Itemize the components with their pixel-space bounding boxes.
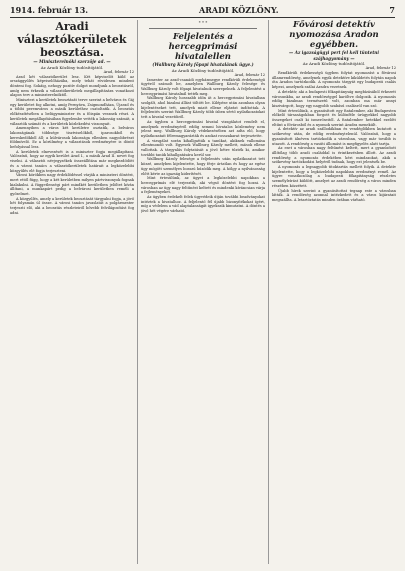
article-body — [10, 75, 134, 216]
dateline: Arad, február 12 — [365, 66, 396, 70]
masthead-rule — [10, 17, 395, 18]
paragraph: Izmester az arad-csanádi egyházmegye rendkívüli érdekességű ügyéről számolt be, amelyben Wallburg Károly felesége és Wallburg Károly volt főpapi hivatalnok szerepelnek. A feljelentést a hercegprimási hivatalnál tették meg. — [141, 77, 265, 96]
article-source: Az Aradi Közlöny tudósítójától. — [40, 64, 104, 70]
article-title: Fővárosi detektív nyomozása Aradon egyébben. — [289, 20, 379, 50]
newspaper-name: ARADI KÖZLÖNY. — [199, 5, 279, 15]
page-number: 7 — [389, 5, 395, 15]
column-rule — [137, 20, 138, 564]
paragraph: Az ügyben érdekelt felek ügyvédeik útján további beadványokat intéztek a hivatalhoz. A feljelentő fél újabb bizonyítékokat ígért, míg a védelem a vád alaptalanságát igyekszik kimutatni. A döntés a jövő hét végére várható. — [141, 195, 265, 214]
paragraph: Az eset a városban nagy feltűnést keltett, mert a gyanúsított állítólag több aradi családdal is érintkezésben állott. Az aradi rendőrség a nyomozás érdekében kéri mindazokat, akik a szökevény tartózkodási helyéről tudnak, hogy ezt jelentsék be. — [272, 146, 396, 165]
paragraph: Mint értesülünk, az ügyet a legközelebbi napokban a hercegprímás elé terjesztik, aki végső döntést fog hozni. A városban az ügy nagy feltűnést keltett és mindenki kíváncsian várja a fejleményeket. — [141, 176, 265, 195]
paragraph: A kerületek elnevezését is a miniszter fogja megállapítani. Valószínű, hogy az egyik kerület Arad I., a másik Arad II. nevet fog viselni. A választói névjegyzékek összeállítása már megkezdődött és a városi tanács a választókerületek határait a legközelebbi közgyűlés elé fogja terjeszteni. — [10, 149, 134, 173]
paragraph: A vizsgálat során kihallgatták a tanúkat, akiknek vallomása ellentmondó volt. Egyesek Wallburg Károly mellett, mások ellene vallottak. A tárgyalás folytatását a jövő hétre tűzték ki, amikor további tanúk kihallgatására kerül sor. — [141, 138, 265, 157]
article-subtitle: (Wallburg Károly főpapi hivatalának ügye.) — [152, 62, 254, 67]
column-3 — [272, 20, 396, 564]
article-body — [272, 71, 396, 203]
section-ornament: * * * — [198, 20, 208, 25]
article-subtitle: — Az igazságügyi pert fel kell tüntetni szájhagyomány — — [289, 50, 379, 61]
paragraph: Wallburg Károly hosszabb időn át a hercegprimási hivatalban szolgált, ahol bizalmi állást töltött be. Kilépése után azonban olyan kijelentéseket tett, amelyek miatt ellene eljárást indítottak. A feljelentés szerint Wallburg Károly több ízben sértő nyilatkozatokat tett a hivatal vezetőiről. — [141, 96, 265, 120]
column-2 — [141, 20, 265, 564]
article-title: Feljelentés a hercegprimási hivatalellen — [168, 32, 238, 62]
article-title: Aradi választókerületek beosztása. — [17, 20, 127, 59]
issue-date: 1914. február 13. — [10, 5, 89, 15]
paragraph: Arad két választókerület lesz. Két képviselőt küld az országgyűlés képviselőházába, mely tehát rövidesen mindent dönteni fog. Sokáig, nehogy pozitív dolgot mondjunk a beosztásról, amíg nem érkezik a választókerületek megállapítására vonatkozó alapos terv a miniszterelnöktől. — [10, 74, 134, 98]
paragraph: A nyomozás a legnagyobb titoktartás mellett folyik. A detektív kijelentette, hogy a legközelebbi napokban eredményt remél. Az ügyre vonatkozólag a budapesti főkapitányság részletes személyleírást küldött, amelyet az aradi rendőrség a város minden részében közzétett. — [272, 165, 396, 188]
paragraph: Városi körökben nagy érdeklődéssel várják a miniszteri döntést, mert ettől függ, hogy a két kerületben milyen pártviszonyok fognak kialakulni. A függetlenségi párt mindkét kerületben jelöltet kíván állítani, a munkapárt pedig a belvárosi kerületben reméli a győzelmet. — [10, 173, 134, 197]
divider — [149, 28, 257, 29]
column-1 — [10, 20, 134, 564]
paragraph: Amennyiben a város két kerületre osztatik, a belváros lakosságának többsége tisztviselőkből, iparosokból és kereskedőkből áll; a külvárosok lakossága ellenben nagyobbrészt földmívelő. Ez a körülmény a választások eredményére is döntő befolyással lesz. — [10, 126, 134, 150]
article-body — [141, 78, 265, 214]
article-source: Az Aradi Közlöny tudósítójától. — [171, 67, 235, 73]
column-rule — [268, 20, 269, 564]
paragraph: A detektív az aradi szállodákban és vendéglőkben kutatott a szökevény után, de eddig eredménytelenül. Valószínű, hogy a gyanúsított álnéven tartózkodik a városban, vagy már tovább is utazott. A rendőrség a vasúti állomást is megfigyelés alatt tartja. — [272, 127, 396, 146]
paragraph: Wallburg Károly felesége a feljelentés után nyilatkozatot tett közzé, amelyben kijelentette, hogy férje ártatlan és hogy az egész ügy mögött személyes bosszú húzódik meg. A hölgy a nyilvánosság előtt kérte az igazság kiderítését. — [141, 157, 265, 176]
masthead — [10, 4, 395, 16]
paragraph: Rendkívüli érdekességű ügyben folytat nyomozást a fővárosi államrendőrség, amelynek egyik detektíve kiküldetés folytán napok óta Aradon tartózkodik. A nyomozás tárgyát egy budapesti csalás képezi, amelynek szálai Aradra vezetnek. — [272, 71, 396, 90]
article-subtitle: — Miniszterelnöki szerzője ad. — — [33, 59, 111, 64]
paragraph: Az ügyben a hercegprimási hivatal vizsgálatot rendelt el, amelynek eredményéről eddig semmi hivatalos közlemény nem jelent meg. Wallburg Károly védekezésében azt adta elő, hogy nyilatkozatait félremagyarázták és azokat rosszakarat terjesztette. — [141, 119, 265, 138]
paragraph: Mint értesülünk, a gyanúsított egy fiatalember, aki Budapesten előkelő társaságokban forgott és különféle ürügyekkel nagyobb összegeket csalt ki ismerőseitől. A fiatalember hetekkel ezelőtt eltűnt a fővárosból és a nyomok szerint Aradra menekült. — [272, 108, 396, 127]
dateline: Arad, február 12 — [234, 72, 265, 77]
paragraph: Újabb hírek szerint a gyanúsítottat tegnap este a városban látták. A rendőrség azonnal intézkedett és a város kijáratait megszállta. A letartóztatás minden órában várható. — [272, 188, 396, 202]
article-source: Az Aradi Közlöny tudósítójától. — [302, 61, 366, 66]
dateline: Arad, február 12 — [103, 69, 134, 74]
paragraph: A detektív, aki a budapesti főkapitányság megbízásából érkezett városunkba, az aradi rendőrséggel karöltve dolgozik. A nyomozás eddig bizalmas természetű volt, azonban ma már annyi kiszivárgott, hogy egy nagyobb szabású csalásról van szó. — [272, 89, 396, 108]
paragraph: Miniszteri a kerületek beosztását terve szerint a belváros és Gáj egy kerületet fog alkotni, amíg Pernyáva, Zsigmondháza, Újarad és a többi peremváros a másik kerülethez csatoltatik. A beosztás előkészítésében a belügyminiszter és a főispán vesznek részt. A kerületek megállapításában figyelembe vették a lakosság számát, a választók számát és a kerületek közlekedési viszonyait. — [10, 98, 134, 126]
paragraph: A közgyűlés, amely a kerületek beosztását tárgyalni fogja, a jövő hét folyamán ül össze. A városi tanács javaslatát a polgármester terjeszti elő, aki a beosztás részleteiről bővebb felvilágosítást fog adni. — [10, 196, 134, 215]
